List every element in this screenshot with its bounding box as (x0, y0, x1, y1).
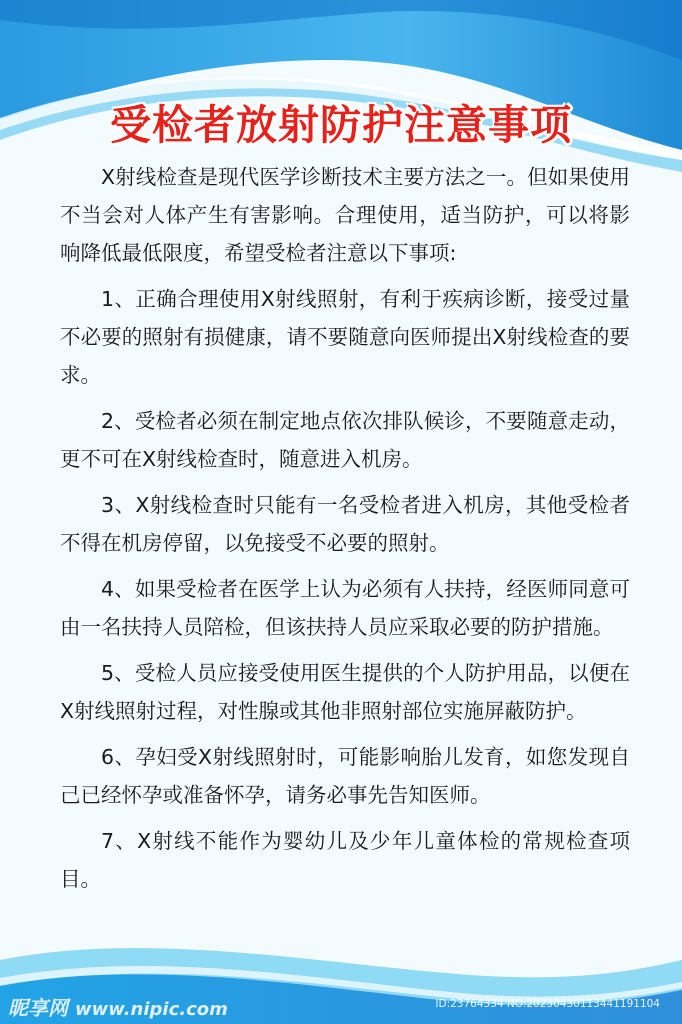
watermark-id: ID:23764334 NO:20230430113441191104 (435, 998, 660, 1010)
item-paragraph-3: 3、X射线检查时只能有一名受检者进入机房，其他受检者不得在机房停留，以免接受不必要的照射。 (60, 493, 630, 555)
item-paragraph-4: 4、如果受检者在医学上认为必须有人扶持，经医师同意可由一名扶持人员陪检，但该扶持人员应采取必要的防护措施。 (60, 577, 630, 639)
watermark-url: www.nipic.com (74, 999, 228, 1020)
item-paragraph-5: 5、受检人员应接受使用医生提供的个人防护用品，以便在X射线照射过程，对性腺或其他非照射部位实施屏蔽防护。 (60, 661, 630, 723)
intro-paragraph: X射线检查是现代医学诊断技术主要方法之一。但如果使用不当会对人体产生有害影响。合理使用，适当防护，可以将影响降低最低限度，希望受检者注意以下事项: (60, 165, 630, 265)
item-paragraph-2: 2、受检者必须在制定地点依次排队候诊，不要随意走动，更不可在X射线检查时，随意进入机房。 (60, 409, 630, 471)
watermark-logo-text: 昵享网 (8, 996, 68, 1020)
item-paragraph-1: 1、正确合理使用X射线照射，有利于疾病诊断，接受过量不必要的照射有损健康，请不要随意向医师提出X射线检查的要求。 (60, 287, 630, 387)
notice-body (60, 158, 630, 906)
poster-title: 受检者放射防护注意事项 (110, 101, 572, 149)
watermark-logo (8, 992, 228, 1021)
item-paragraph-6: 6、孕妇受X射线照射时，可能影响胎儿发育，如您发现自己已经怀孕或准备怀孕，请务必事先告知医师。 (60, 745, 630, 807)
item-paragraph-7: 7、X射线不能作为婴幼儿及少年儿童体检的常规检查项目。 (60, 829, 630, 891)
